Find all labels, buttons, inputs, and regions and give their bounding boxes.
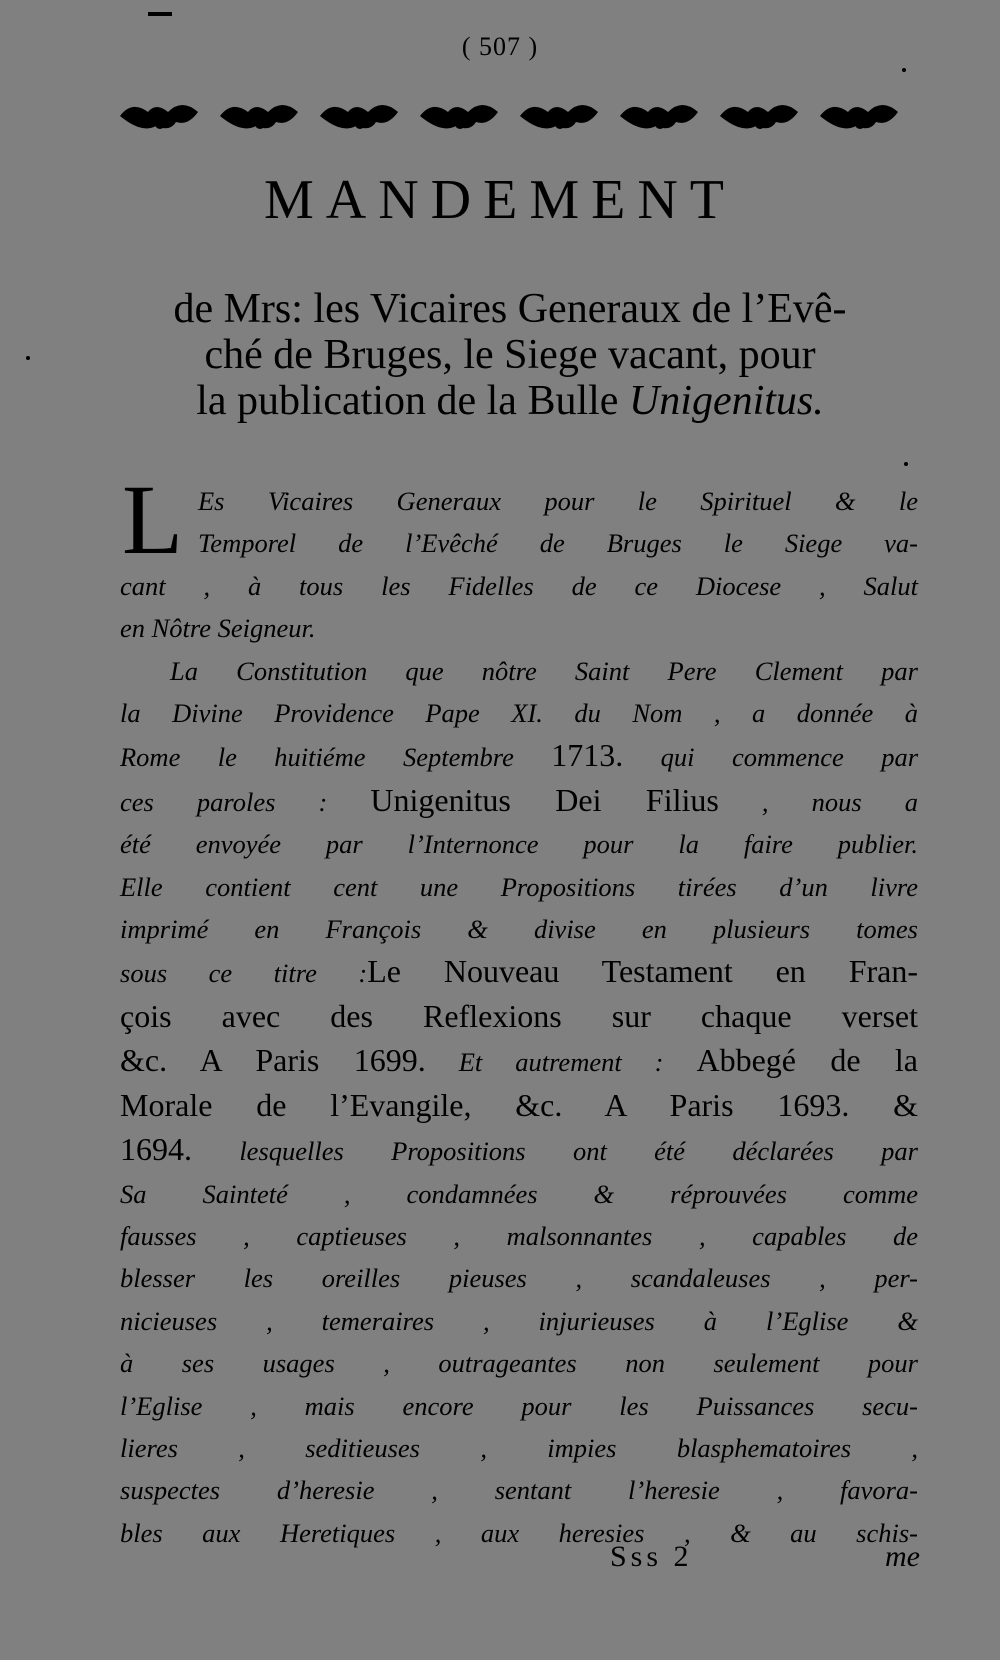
text-line <box>120 779 918 823</box>
text-line: bles aux Heretiques , aux heresies , & au schis- <box>120 1517 918 1548</box>
text-line <box>120 734 918 778</box>
signature-mark: Sss 2 <box>610 1540 693 1573</box>
text-line: cant , à tous les Fidelles de ce Diocese , Salut <box>120 570 918 601</box>
text-line: imprimé en François & divise en plusieurs tomes <box>120 914 918 945</box>
subtitle-bull-name: Unigenitus. <box>628 378 824 424</box>
text-line <box>120 995 918 1039</box>
text-line: La Constitution que nôtre Saint Pere Clement par <box>170 655 918 686</box>
page-number: ( 507 ) <box>461 32 539 61</box>
text-segment: qui commence par <box>623 742 919 773</box>
catchword: me <box>885 1540 920 1573</box>
text-line <box>120 950 918 994</box>
subtitle-line-3-text: la publication de la Bulle <box>196 378 619 424</box>
ink-speck <box>902 68 906 72</box>
drop-cap: L <box>122 464 184 575</box>
ink-speck <box>904 462 908 466</box>
corner-mark <box>148 12 172 16</box>
subtitle-line-1: de Mrs: les Vicaires Generaux de l’Evê- <box>173 286 847 332</box>
bull-incipit: Unigenitus Dei Filius <box>370 781 719 818</box>
book-title: çois avec des Reflexions sur chaque verset <box>120 997 918 1034</box>
text-line: lieres , seditieuses , impies blasphematoires , <box>120 1432 918 1463</box>
book-title: Le Nouveau Testament en Fran- <box>367 953 919 990</box>
subtitle-line-3 <box>100 378 920 424</box>
ornament-unit-1 <box>120 105 198 129</box>
text-line: suspectes d’heresie , sentant l’heresie , favora- <box>120 1475 918 1506</box>
text-line: en Nôtre Seigneur. <box>120 613 316 644</box>
text-line <box>120 1084 918 1128</box>
text-line: blesser les oreilles pieuses , scandaleuses , per- <box>120 1263 918 1294</box>
text-line: à ses usages , outrageantes non seulement pour <box>120 1348 918 1379</box>
text-line: l’Eglise , mais encore pour les Puissances secu- <box>120 1390 918 1421</box>
date-year: 1694. <box>120 1131 192 1168</box>
text-segment: sous ce titre : <box>120 958 368 989</box>
document-title: MANDEMENT <box>264 169 736 231</box>
text-line: la Divine Providence Pape XI. du Nom , a donnée à <box>120 698 918 729</box>
text-line: été envoyée par l’Internonce pour la faire publier. <box>120 829 918 860</box>
ink-speck <box>26 356 30 360</box>
date-year: 1713. <box>551 737 624 774</box>
text-segment: lesquelles Propositions ont été déclarées par <box>192 1136 918 1167</box>
document-subtitle <box>100 286 920 424</box>
text-segment: , nous a <box>718 786 918 817</box>
ornament-band <box>120 96 912 136</box>
book-title: Abbegé de la <box>696 1042 919 1079</box>
text-segment: ces paroles : <box>120 786 371 817</box>
text-line <box>120 1128 918 1172</box>
text-segment: Rome le huitiéme Septembre <box>120 742 552 773</box>
book-title: Morale de l’Evangile, &c. A Paris 1693. & <box>120 1086 918 1123</box>
text-line <box>120 1039 918 1083</box>
subtitle-line-2: ché de Bruges, le Siege vacant, pour <box>204 332 816 378</box>
text-line: fausses , captieuses , malsonnantes , capables de <box>120 1220 918 1251</box>
text-segment: Et autrement : <box>425 1047 697 1078</box>
text-line: Elle contient cent une Propositions tirées d’un livre <box>120 871 918 902</box>
body-text <box>120 464 919 1554</box>
text-line: Sa Sainteté , condamnées & réprouvées comme <box>120 1178 918 1209</box>
book-imprint: &c. A Paris 1699. <box>120 1042 426 1079</box>
text-line: Es Vicaires Generaux pour le Spirituel & le <box>198 486 918 516</box>
text-line: nicieuses , temeraires , injurieuses à l’Eglise & <box>120 1305 918 1336</box>
text-line: Temporel de l’Evêché de Bruges le Siege va- <box>198 528 918 559</box>
